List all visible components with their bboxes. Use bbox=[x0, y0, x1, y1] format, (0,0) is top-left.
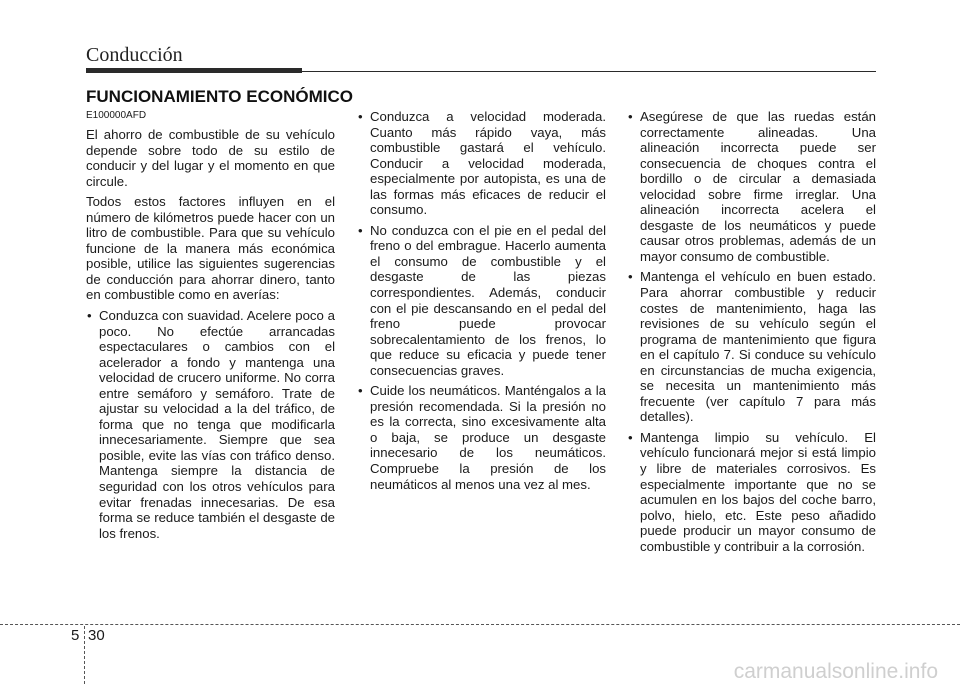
chapter-title: Conducción bbox=[86, 44, 183, 66]
bullet-item: • Asegúrese de que las ruedas están correctamente alineadas. Una alineación incorrecta puede ser consecuencia de choques contra el bordillo o de circular a demasiada velocidad sobre firme irreglar. Una alineación incorrecta acelera el desgaste de los neumáticos y puede causar otros problemas, además de un mayor consumo de combustible. bbox=[627, 109, 876, 264]
bullet-list bbox=[86, 308, 335, 541]
watermark: carmanualsonline.info bbox=[733, 660, 938, 683]
header-rule-thick bbox=[86, 68, 302, 73]
bullet-item: • Mantenga el vehículo en buen estado. Para ahorrar combustible y reducir costes de mantenimiento, haga las revisiones de su vehículo según el programa de mantenimiento que figura en el capítulo 7. Si conduce su vehículo en circunstancias de mucha exigencia, se necesita un mantenimiento más frecuente (ver capítulo 7 para más detalles). bbox=[627, 269, 876, 424]
bullet-item: • Mantenga limpio su vehículo. El vehículo funcionará mejor si está limpio y libre de materiales corrosivos. Es especialmente importante que no se acumulen en los bajos del coche barro, polvo, hielo, etc. Este peso añadido puede producir un mayor consumo de combustible y contribuir a la corrosión. bbox=[627, 430, 876, 554]
section-code: E100000AFD bbox=[86, 110, 147, 121]
bullet-item: • Cuide los neumáticos. Manténgalos a la presión recomendada. Si la presión no es la correcta, sino excesivamente alta o baja, se produce un desgaste innecesario de los neumáticos. Compruebe la presión de los neumáticos al menos una vez al mes. bbox=[357, 383, 606, 492]
bullet-item: • Conduzca a velocidad moderada. Cuanto más rápido vaya, más combustible gastará el vehículo. Conducir a velocidad moderada, especialmente por autopista, es una de las formas más eficaces de reducir el consumo. bbox=[357, 109, 606, 218]
paragraph: Todos estos factores influyen en el número de kilómetros puede hacer con un litro de combustible. Para que su vehículo funcione de la manera más económica posible, utilice las siguientes sugerencias de conducción para ahorrar dinero, tanto en combustible como en averías: bbox=[86, 194, 335, 303]
section-title: FUNCIONAMIENTO ECONÓMICO bbox=[86, 87, 353, 106]
footer-rule-horizontal bbox=[0, 624, 960, 625]
text-column-2 bbox=[357, 109, 606, 497]
bullet-item: • No conduzca con el pie en el pedal del freno o del embrague. Hacerlo aumenta el consumo de combustible y el desgaste de las piezas correspondientes. Además, conducir con el pie descansando en el pedal del freno puede provocar sobrecalentamiento de los frenos, lo que reduce su eficacia y puede tener consecuencias graves. bbox=[357, 223, 606, 378]
text-column-3 bbox=[627, 109, 876, 559]
paragraph: El ahorro de combustible de su vehículo depende sobre todo de su estilo de conducir y del lugar y el momento en que circule. bbox=[86, 127, 335, 189]
footer-rule-vertical bbox=[84, 626, 85, 684]
header-rule-thin bbox=[302, 71, 876, 72]
bullet-item: • Conduzca con suavidad. Acelere poco a poco. No efectúe arrancadas espectaculares o cambios con el acelerador a fondo y mantenga una velocidad de crucero uniforme. No corra entre semáforo y semáforo. Trate de ajustar su velocidad a la del tráfico, de forma que no tenga que modificarla innecesariamente. Siempre que sea posible, evite las vías con tráfico denso. Mantenga siempre la distancia de seguridad con los otros vehículos para evitar frenadas innecesarias. De esa forma se reduce también el desgaste de los frenos. bbox=[86, 308, 335, 541]
page-number: 30 bbox=[88, 627, 105, 644]
bullet-list bbox=[627, 109, 876, 554]
chapter-number: 5 bbox=[71, 627, 80, 644]
text-column-1 bbox=[86, 109, 335, 546]
bullet-list bbox=[357, 109, 606, 492]
